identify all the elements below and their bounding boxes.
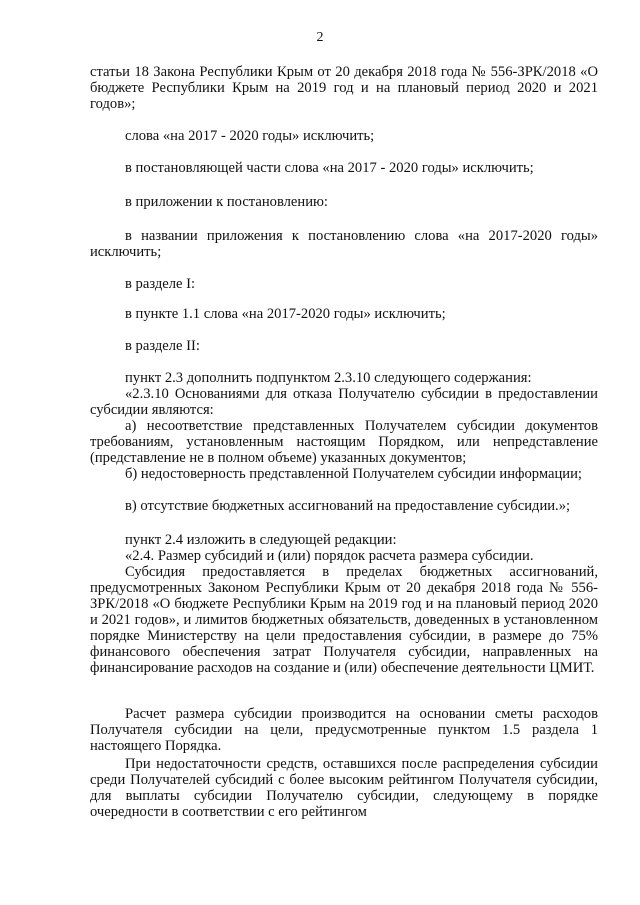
page-number: 2	[316, 30, 324, 45]
paragraph-appendix-title: в названии приложения к постановлению слова «на 2017-2020 годы» исключить;	[90, 228, 598, 260]
paragraph-item-1-1: в пункте 1.1 слова «на 2017-2020 годы» исключить;	[125, 306, 446, 322]
paragraph-item-2-4-title: «2.4. Размер субсидий и (или) порядок расчета размера субсидии.	[125, 548, 534, 564]
paragraph-law-reference: статьи 18 Закона Республики Крым от 20 декабря 2018 года № 556-ЗРК/2018 «О бюджете Республики Крым на 2019 год и на плановый период 2020 и 2021 годов»;	[90, 64, 598, 112]
paragraph-appendix: в приложении к постановлению:	[125, 194, 328, 210]
paragraph-section-2: в разделе II:	[125, 338, 200, 354]
paragraph-exclude-words: слова «на 2017 - 2020 годы» исключить;	[125, 128, 375, 144]
paragraph-reason-c: в) отсутствие бюджетных ассигнований на предоставление субсидии.»;	[125, 498, 571, 514]
paragraph-reason-a: а) несоответствие представленных Получателем субсидии документов требованиям, установленным настоящим Порядком, или непредставление (представление не в полном объеме) указанных документов;	[90, 418, 598, 466]
paragraph-item-2-4: пункт 2.4 изложить в следующей редакции:	[125, 532, 397, 548]
paragraph-item-2-3-10: «2.3.10 Основаниями для отказа Получателю субсидии в предоставлении субсидии являются:	[90, 386, 598, 418]
paragraph-item-2-3: пункт 2.3 дополнить подпунктом 2.3.10 следующего содержания:	[125, 370, 532, 386]
paragraph-resolving-part: в постановляющей части слова «на 2017 - 2020 годы» исключить;	[125, 160, 534, 176]
paragraph-reason-b: б) недостоверность представленной Получателем субсидии информации;	[125, 466, 582, 482]
paragraph-section-1: в разделе I:	[125, 276, 196, 292]
paragraph-insufficient-funds: При недостаточности средств, оставшихся после распределения субсидии среди Получателей субсидий с более высоким рейтингом Получателя субсидии, для выплаты субсидии Получателю субсидии, следующему в порядке очередности в соответствии с его рейтингом	[90, 756, 598, 820]
paragraph-subsidy-provided: Субсидия предоставляется в пределах бюджетных ассигнований, предусмотренных Законом Республики Крым от 20 декабря 2018 года № 556-ЗРК/2018 «О бюджете Республики Крым на 2019 год и на плановый период 2020 и 2021 годов», и лимитов бюджетных обязательств, доведенных в установленном порядке Министерству на цели предоставления субсидии, в размере до 75% финансового обеспечения затрат Получателя субсидии, направленных на финансирование расходов на создание и (или) обеспечение деятельности ЦМИТ.	[90, 564, 598, 676]
paragraph-subsidy-calculation: Расчет размера субсидии производится на основании сметы расходов Получателя субсидии на цели, предусмотренные пунктом 1.5 раздела 1 настоящего Порядка.	[90, 706, 598, 754]
